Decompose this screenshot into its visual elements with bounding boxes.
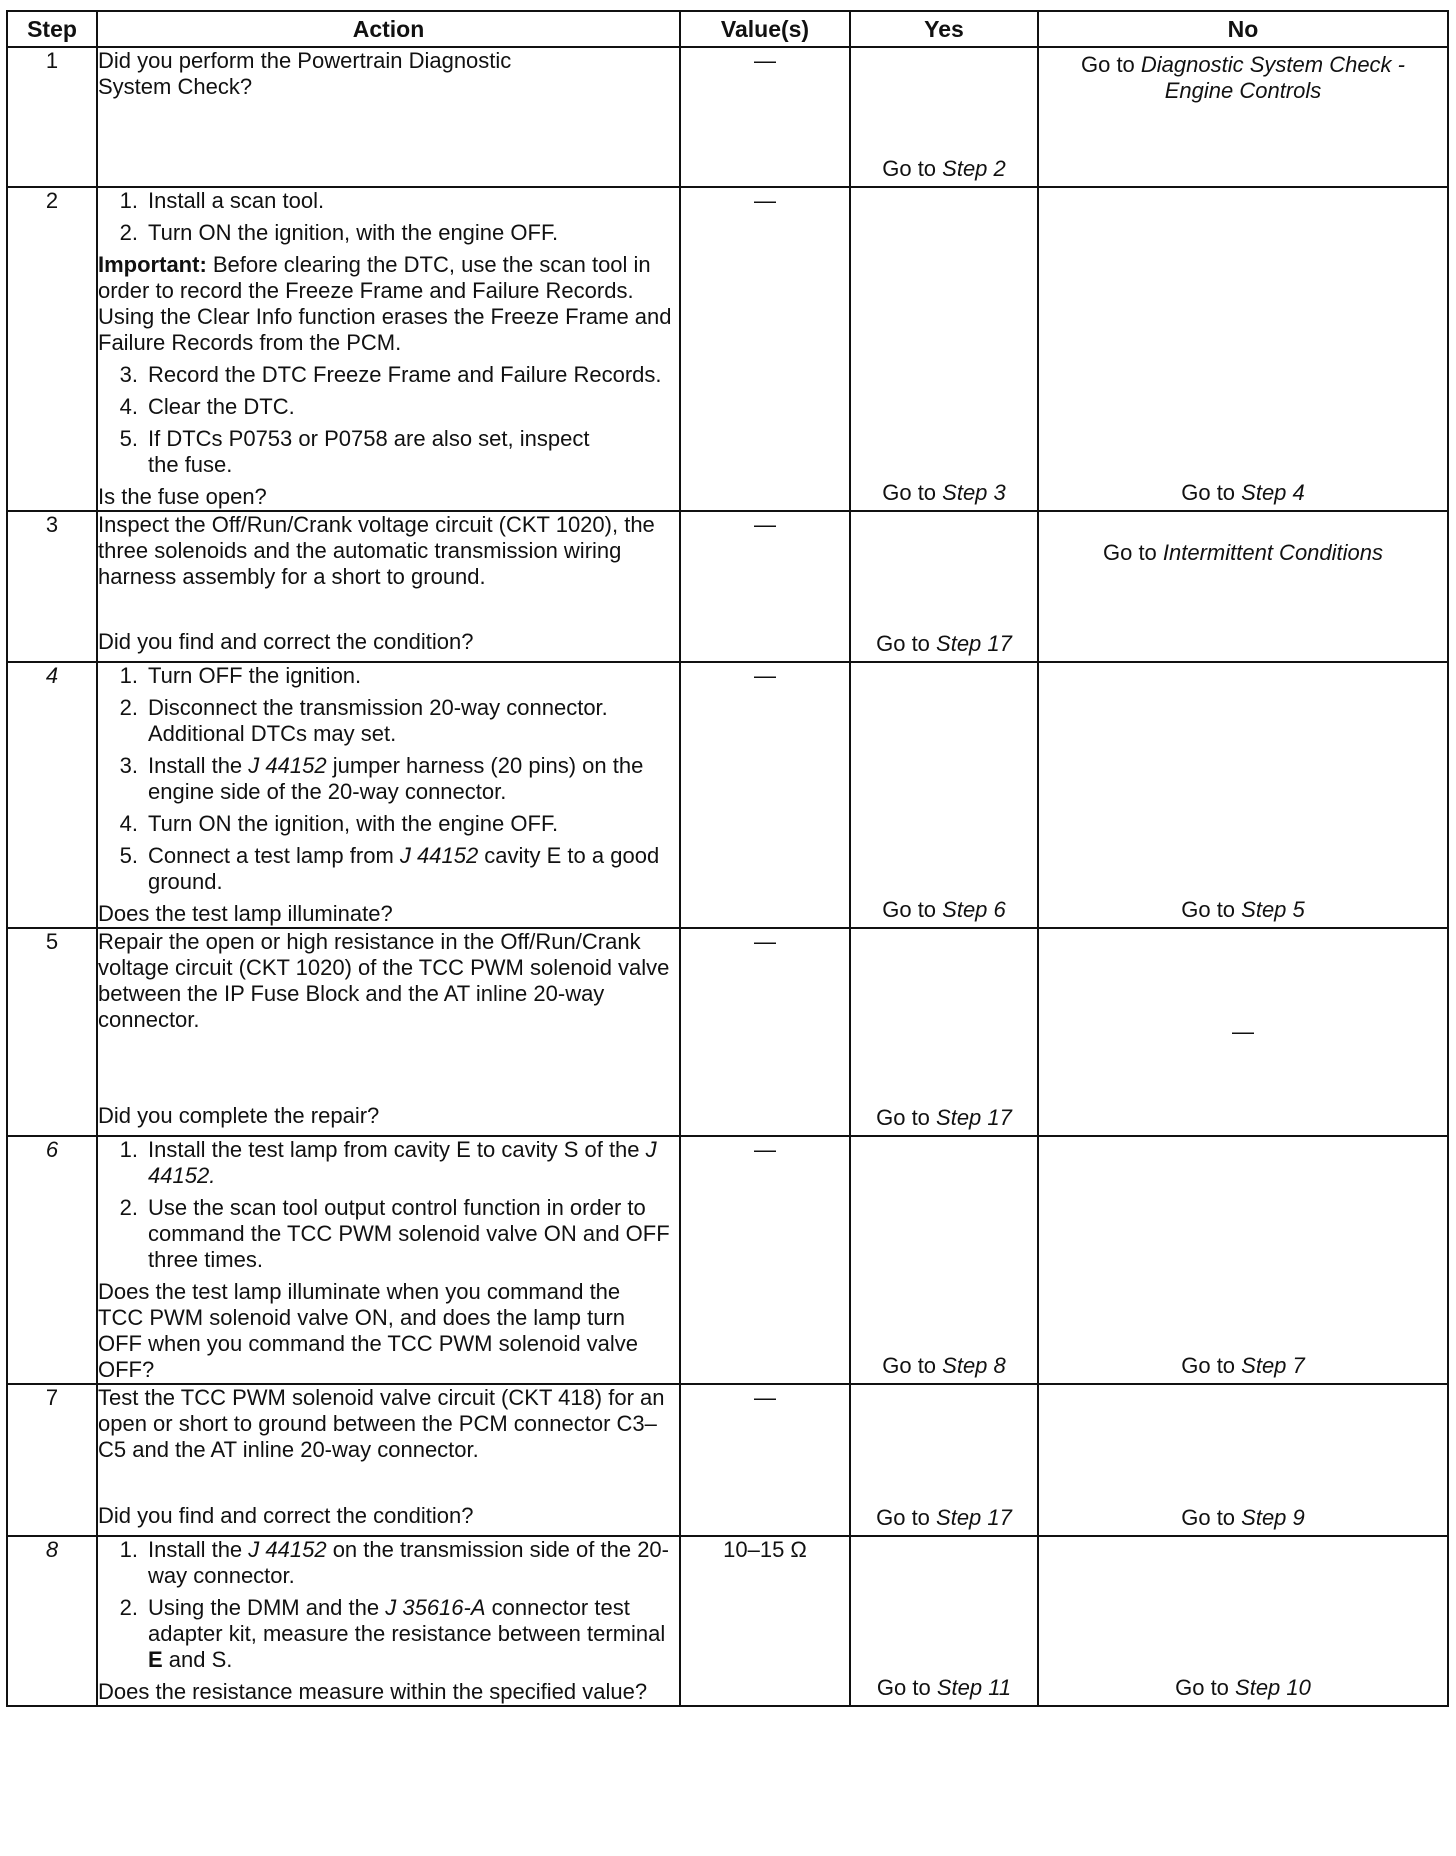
action-cell: [97, 1536, 680, 1706]
list-item: 4. Clear the DTC.: [119, 394, 295, 419]
table-row: [7, 928, 1448, 1136]
action-text: Did you perform the Powertrain Diagnostic System Check?: [98, 48, 512, 99]
table-row: [7, 187, 1448, 511]
step-number: 5: [7, 928, 97, 1136]
step-number: 4: [7, 662, 97, 928]
list-item: 1. Install a scan tool.: [119, 188, 325, 213]
action-question: Does the test lamp illuminate when you command the TCC PWM solenoid valve ON, and does the lamp turn OFF when you command the TCC PWM solenoid valve OFF?: [98, 1279, 639, 1382]
header-yes: Yes: [850, 11, 1038, 47]
table-row: [7, 1384, 1448, 1536]
value-cell: —: [680, 1136, 850, 1384]
value-cell: —: [680, 511, 850, 662]
yes-cell: Go to Step 8: [850, 1136, 1038, 1384]
yes-cell: Go to Step 17: [850, 928, 1038, 1136]
header-action: Action: [97, 11, 680, 47]
action-text: Repair the open or high resistance in the Off/Run/Crank voltage circuit (CKT 1020) of the TCC PWM solenoid valve between the IP Fuse Block and the AT inline 20-way connector.: [98, 929, 670, 1032]
value-cell: —: [680, 662, 850, 928]
yes-cell: Go to Step 17: [850, 1384, 1038, 1536]
action-question: Does the resistance measure within the specified value?: [98, 1679, 648, 1704]
value-cell: —: [680, 47, 850, 187]
step-number: 8: [7, 1536, 97, 1706]
list-item: 1. Install the J 44152 on the transmission side of the 20-way connector.: [119, 1537, 669, 1588]
header-step: Step: [7, 11, 97, 47]
no-cell: Go to Step 5: [1038, 662, 1448, 928]
list-item: 5. Connect a test lamp from J 44152 cavity E to a good ground.: [119, 843, 660, 894]
action-cell: [97, 1136, 680, 1384]
yes-target: Step 2: [942, 156, 1006, 181]
step-number: 7: [7, 1384, 97, 1536]
no-cell: Go to Step 10: [1038, 1536, 1448, 1706]
diagnostic-table: [6, 10, 1449, 1707]
no-cell: Go to Step 7: [1038, 1136, 1448, 1384]
yes-cell: Go to Step 17: [850, 511, 1038, 662]
action-cell: [97, 928, 680, 1136]
important-note: Important: Before clearing the DTC, use the scan tool in order to record the Freeze Frame and Failure Records. Using the Clear Info function erases the Freeze Frame and Failure Records from the PCM.: [98, 252, 672, 355]
yes-prefix: Go to: [882, 156, 943, 181]
no-cell: [1038, 928, 1448, 1136]
yes-cell: Go to Step 3: [850, 187, 1038, 511]
no-cell: Go to Step 4: [1038, 187, 1448, 511]
list-item: 2. Turn ON the ignition, with the engine OFF.: [119, 220, 559, 245]
table-row: [7, 511, 1448, 662]
action-cell: [97, 1384, 680, 1536]
step-number: 3: [7, 511, 97, 662]
no-dash: —: [1232, 1019, 1254, 1044]
action-question: Did you find and correct the condition?: [98, 1503, 474, 1528]
step-number: 1: [7, 47, 97, 187]
list-item: 1. Turn OFF the ignition.: [119, 663, 362, 688]
header-row: [7, 11, 1448, 47]
action-text: Test the TCC PWM solenoid valve circuit (CKT 418) for an open or short to ground between the PCM connector C3–C5 and the AT inline 20-way connector.: [98, 1385, 665, 1462]
table-row: [7, 47, 1448, 187]
value-cell: 10–15 Ω: [680, 1536, 850, 1706]
action-question: Did you complete the repair?: [98, 1103, 380, 1128]
no-target: Diagnostic System Check - Engine Controls: [1140, 52, 1405, 103]
list-item: 2. Using the DMM and the J 35616-A connector test adapter kit, measure the resistance between terminal E and S.: [119, 1595, 666, 1672]
action-question: Did you find and correct the condition?: [98, 629, 474, 654]
list-item: 3. Install the J 44152 jumper harness (20 pins) on the engine side of the 20-way connector.: [119, 753, 644, 804]
step-number: 6: [7, 1136, 97, 1384]
table-row: [7, 1136, 1448, 1384]
action-cell: [97, 47, 680, 187]
step-number: 2: [7, 187, 97, 511]
list-item: 1. Install the test lamp from cavity E to cavity S of the J 44152.: [119, 1137, 657, 1188]
list-item: 2. Use the scan tool output control function in order to command the TCC PWM solenoid valve ON and OFF three times.: [119, 1195, 670, 1272]
action-question: Does the test lamp illuminate?: [98, 901, 393, 926]
no-cell: Go to Intermittent Conditions: [1038, 511, 1448, 662]
list-item: 3. Record the DTC Freeze Frame and Failure Records.: [119, 362, 662, 387]
action-question: Is the fuse open?: [98, 484, 267, 509]
header-no: No: [1038, 11, 1448, 47]
action-cell: [97, 511, 680, 662]
value-cell: —: [680, 1384, 850, 1536]
table-row: [7, 1536, 1448, 1706]
list-item: 2. Disconnect the transmission 20-way connector. Additional DTCs may set.: [119, 695, 608, 746]
action-cell: [97, 187, 680, 511]
yes-cell: [850, 47, 1038, 187]
action-text: Inspect the Off/Run/Crank voltage circuit (CKT 1020), the three solenoids and the automatic transmission wiring harness assembly for a short to ground.: [98, 512, 655, 589]
yes-cell: Go to Step 6: [850, 662, 1038, 928]
no-prefix: Go to: [1080, 52, 1141, 77]
no-cell: Go to Step 9: [1038, 1384, 1448, 1536]
list-item: 5. If DTCs P0753 or P0758 are also set, inspect the fuse.: [119, 426, 590, 477]
no-cell: [1038, 47, 1448, 187]
action-cell: [97, 662, 680, 928]
value-cell: —: [680, 187, 850, 511]
table-row: [7, 662, 1448, 928]
header-values: Value(s): [680, 11, 850, 47]
yes-cell: Go to Step 11: [850, 1536, 1038, 1706]
value-cell: —: [680, 928, 850, 1136]
list-item: 4. Turn ON the ignition, with the engine OFF.: [119, 811, 559, 836]
